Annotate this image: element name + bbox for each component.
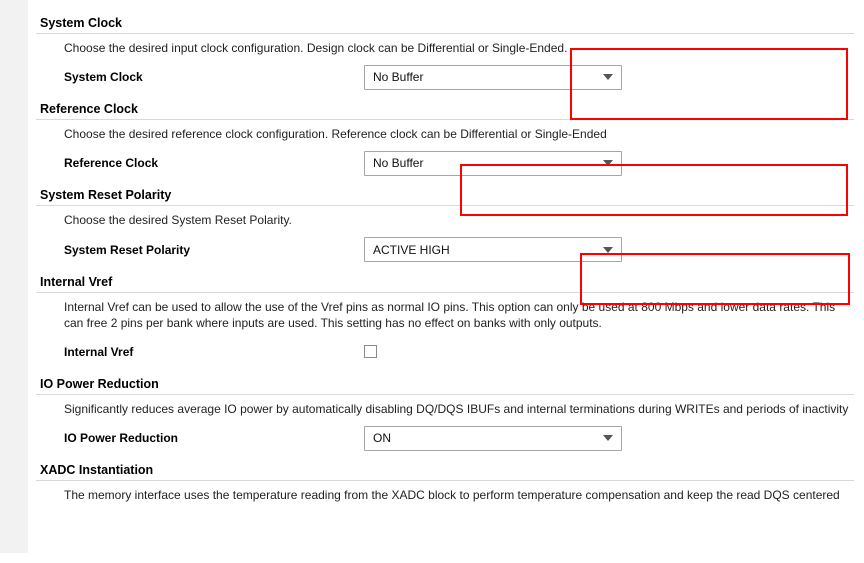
field-wrap-system-reset-polarity — [364, 237, 622, 262]
field-row-system-reset-polarity — [64, 237, 854, 263]
system-clock-dropdown[interactable] — [364, 65, 622, 90]
section-title-reference-clock: Reference Clock — [40, 102, 138, 117]
settings-content — [28, 0, 864, 563]
section-body-reference-clock — [36, 119, 854, 184]
section-description-io-power-reduction: Significantly reduces average IO power by automatically disabling DQ/DQS IBUFs and internal terminations during WRITEs and periods of inactivity — [64, 401, 849, 416]
field-label-system-reset-polarity: System Reset Polarity — [64, 242, 191, 257]
section-body-system-reset-polarity — [36, 205, 854, 270]
section-description-system-reset-polarity: Choose the desired System Reset Polarity. — [64, 213, 292, 228]
io-power-reduction-value: ON — [373, 431, 391, 446]
chevron-down-icon — [603, 160, 613, 166]
section-title-xadc-instantiation: XADC Instantiation — [40, 463, 154, 478]
field-row-system-clock — [64, 64, 854, 90]
internal-vref-checkbox[interactable] — [364, 345, 377, 358]
field-wrap-system-clock — [364, 65, 622, 90]
reference-clock-dropdown[interactable] — [364, 151, 622, 176]
field-label-internal-vref: Internal Vref — [64, 344, 134, 359]
field-label-reference-clock: Reference Clock — [64, 156, 159, 171]
reference-clock-value: No Buffer — [373, 156, 424, 171]
field-label-io-power-reduction: IO Power Reduction — [64, 431, 179, 446]
bottom-clip — [0, 553, 864, 563]
section-description-internal-vref: Internal Vref can be used to allow the use of the Vref pins as normal IO pins. This option can only be used at 800 Mbps and lower data rates. This can free 2 pins per bank where inputs are used. This setting has no effect on banks with only outputs. — [64, 299, 836, 330]
system-clock-value: No Buffer — [373, 70, 424, 85]
section-body-io-power-reduction — [36, 394, 854, 459]
section-title-system-clock: System Clock — [40, 16, 122, 30]
section-title-io-power-reduction: IO Power Reduction — [40, 376, 159, 391]
field-row-reference-clock — [64, 150, 854, 176]
field-row-internal-vref — [64, 339, 854, 365]
field-wrap-reference-clock — [364, 151, 622, 176]
section-description-reference-clock: Choose the desired reference clock configuration. Reference clock can be Differential or Single-Ended — [64, 127, 607, 142]
section-io-power-reduction — [36, 373, 854, 459]
section-title-internal-vref: Internal Vref — [40, 274, 113, 289]
field-wrap-io-power-reduction — [364, 426, 622, 451]
io-power-reduction-dropdown[interactable] — [364, 426, 622, 451]
chevron-down-icon — [603, 74, 613, 80]
left-rail — [0, 0, 29, 563]
system-reset-polarity-value: ACTIVE HIGH — [373, 242, 450, 257]
section-description-system-clock: Choose the desired input clock configuration. Design clock can be Differential or Single-Ended. — [64, 41, 568, 55]
section-description-xadc-instantiation: The memory interface uses the temperature reading from the XADC block to perform temperature compensation and keep the read DQS centered — [64, 488, 840, 503]
section-reference-clock — [36, 98, 854, 184]
section-xadc-instantiation — [36, 459, 854, 511]
section-body-system-clock — [36, 33, 854, 98]
section-title-system-reset-polarity: System Reset Polarity — [40, 188, 172, 203]
field-row-io-power-reduction — [64, 425, 854, 451]
chevron-down-icon — [603, 435, 613, 441]
section-body-xadc-instantiation — [36, 480, 854, 511]
section-body-internal-vref — [36, 292, 854, 373]
chevron-down-icon — [603, 247, 613, 253]
section-system-reset-polarity — [36, 184, 854, 270]
section-internal-vref — [36, 271, 854, 373]
system-reset-polarity-dropdown[interactable] — [364, 237, 622, 262]
section-system-clock — [36, 12, 854, 98]
field-label-system-clock: System Clock — [64, 70, 143, 85]
